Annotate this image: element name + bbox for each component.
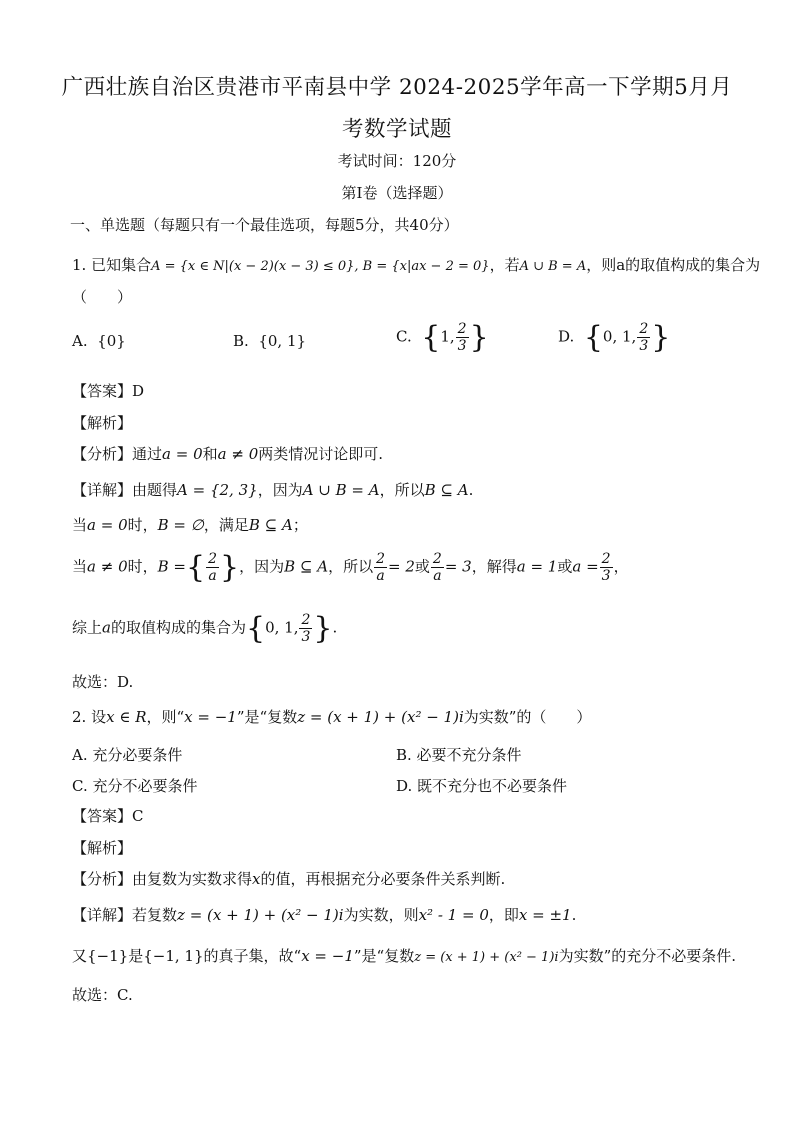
q1-option-c: C. {1, $\frac{2}{3}$ } [396,320,489,355]
q1-answer: 【答案】D [72,382,145,400]
q1-sets: A = {x ∈ N|(x − 2)(x − 3) ≤ 0}, B = {x|ax − 2 = 0} [151,259,490,274]
q1-condition: A ∪ B = A [519,259,587,274]
q1-option-b-value: {0, 1} [258,332,307,350]
q2-xiangjie: 【详解】若复数z = (x + 1) + (x² − 1)i为实数，则x² - 1 = 0，即x = ±1. [72,906,577,924]
q1-case-a-zero: 当a = 0时，B = ∅，满足B ⊆ A； [72,516,308,534]
q2-fenxi: 【分析】由复数为实数求得x的值，再根据充分必要条件关系判断. [72,870,506,888]
q1-option-a-value: {0} [97,332,126,350]
q1-option-c-pre: 1, [440,327,455,346]
q1-conclusion: 综上a的取值构成的集合为{0, 1, $\frac{2}{3}$ }. [72,611,338,646]
q1-case-a-nonzero: 当a ≠ 0时，B ={ $\frac{2}{a}$ }，因为B ⊆ A，所以 $\frac{2}{a}$ = 2或 $\frac{2}{a}$ = 3，解得a = 1或a = $\frac{2}{3}$ ， [72,550,629,585]
q1-stem [72,254,760,275]
q1-option-c-label: C. [396,327,412,346]
q1-option-c-fraction: $\frac{2}{3}$ [457,321,467,354]
exam-title-line2: 考数学试题 [341,117,452,142]
q1-suffix: ，则a的取值构成的集合为 [586,256,761,274]
q1-prefix: 1. 已知集合 [72,256,152,274]
q1-fenxi: 【分析】通过a = 0和a ≠ 0两类情况讨论即可. [72,445,384,463]
q2-analysis-heading: 【解析】 [72,839,133,857]
q1-middle: ，若 [489,256,520,274]
q2-option-d: D. 既不充分也不必要条件 [396,777,568,795]
q2-option-c: C. 充分不必要条件 [72,777,198,795]
q1-blank: （ ） [72,288,133,306]
exam-title-line1: 广西壮族自治区贵港市平南县中学 2024-2025学年高一下学期5月月 [61,75,733,100]
q1-option-b-label: B. [233,332,249,350]
q1-option-b [233,332,306,350]
q2-choose: 故选：C. [72,986,133,1004]
section-heading: 一、单选题（每题只有一个最佳选项，每题5分，共40分） [70,216,459,234]
q1-option-a [72,332,126,350]
exam-time: 考试时间：120分 [337,152,457,170]
q1-xiangjie: 【详解】由题得A = {2, 3}，因为A ∪ B = A，所以B ⊆ A. [72,481,474,499]
q2-option-a: A. 充分必要条件 [72,746,183,764]
q1-analysis-heading: 【解析】 [72,414,133,432]
q1-option-d-label: D. [558,327,575,346]
q1-choose: 故选：D. [72,673,134,691]
q1-option-d-fraction: $\frac{2}{3}$ [639,321,649,354]
q2-stem: 2. 设x ∈ R，则“x = −1”是“复数z = (x + 1) + (x² − 1)i为实数”的（ ） [72,708,592,726]
q2-reasoning: 又{−1}是{−1, 1}的真子集，故“x = −1”是“复数z = (x + 1) + (x² − 1)i为实数”的充分不必要条件. [72,947,737,965]
q1-option-d-pre: 0, 1, [602,327,637,346]
q1-option-a-label: A. [72,332,88,350]
q2-answer: 【答案】C [72,807,144,825]
q2-option-b: B. 必要不充分条件 [396,746,522,764]
volume-heading: 第I卷（选择题） [341,184,453,202]
q1-option-d: D. {0, 1, $\frac{2}{3}$ } [558,320,671,355]
